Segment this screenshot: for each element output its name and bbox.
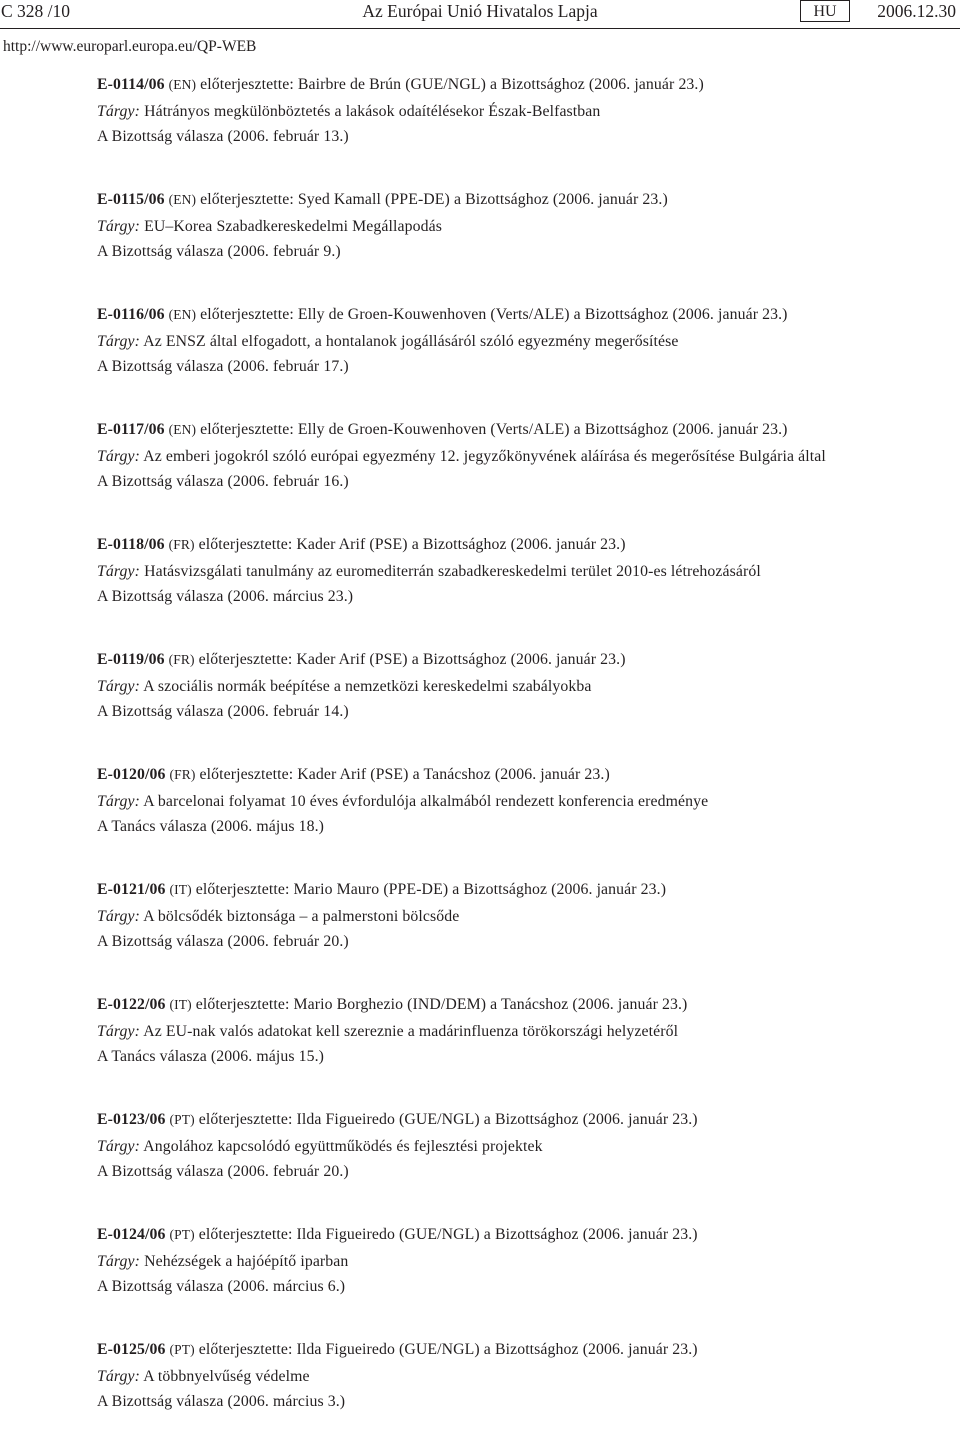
question-author: előterjesztette: Mario Borghezio (IND/DEM) a Tanácshoz (2006. január 23.) <box>195 996 688 1013</box>
answer-line: A Bizottság válasza (2006. február 20.) <box>97 933 349 950</box>
question-language: (PT) <box>169 1227 195 1242</box>
answer-line: A Bizottság válasza (2006. február 17.) <box>97 358 349 375</box>
question-language: (PT) <box>169 1342 195 1357</box>
question-subject: Az ENSZ által elfogadott, a hontalanok jogállásáról szóló egyezmény megerősítése <box>143 333 679 350</box>
question-code: E-0120/06 <box>97 766 166 783</box>
subject-label: Tárgy: <box>97 333 141 350</box>
question-entry <box>97 532 867 610</box>
answer-line: A Bizottság válasza (2006. február 14.) <box>97 703 349 720</box>
question-subject-line <box>97 673 867 699</box>
subject-label: Tárgy: <box>97 1253 141 1270</box>
answer-line: A Bizottság válasza (2006. február 20.) <box>97 1163 349 1180</box>
question-author: előterjesztette: Ilda Figueiredo (GUE/NGL) a Bizottsághoz (2006. január 23.) <box>198 1226 698 1243</box>
question-author: előterjesztette: Kader Arif (PSE) a Tanácshoz (2006. január 23.) <box>199 766 610 783</box>
question-code: E-0115/06 <box>97 191 165 208</box>
question-code: E-0125/06 <box>97 1341 166 1358</box>
question-subject: Angolához kapcsolódó együttműködés és fejlesztési projektek <box>143 1138 543 1155</box>
question-language: (EN) <box>168 192 197 207</box>
answer-line: A Bizottság válasza (2006. február 13.) <box>97 128 349 145</box>
question-entry <box>97 877 867 955</box>
question-author: előterjesztette: Bairbre de Brún (GUE/NGL) a Bizottsághoz (2006. január 23.) <box>200 76 704 93</box>
question-entry <box>97 1222 867 1300</box>
question-subject: Nehézségek a hajóépítő iparban <box>144 1253 349 1270</box>
question-code: E-0124/06 <box>97 1226 166 1243</box>
issue-date: 2006.12.30 <box>877 1 956 21</box>
source-url[interactable]: http://www.europarl.europa.eu/QP-WEB <box>3 38 257 55</box>
question-language: (EN) <box>168 422 197 437</box>
question-subject-line <box>97 1363 867 1389</box>
language-badge: HU <box>800 0 850 22</box>
answer-line: A Bizottság válasza (2006. március 23.) <box>97 588 354 605</box>
question-subject-line <box>97 558 867 584</box>
question-entry <box>97 992 867 1070</box>
question-entry <box>97 1107 867 1185</box>
question-author: előterjesztette: Ilda Figueiredo (GUE/NGL) a Bizottsághoz (2006. január 23.) <box>198 1111 698 1128</box>
question-header <box>97 1107 867 1133</box>
question-entry <box>97 647 867 725</box>
question-code: E-0116/06 <box>97 306 165 323</box>
subject-label: Tárgy: <box>97 448 141 465</box>
question-entry <box>97 762 867 840</box>
subject-label: Tárgy: <box>97 1138 141 1155</box>
question-author: előterjesztette: Mario Mauro (PPE-DE) a Bizottsághoz (2006. január 23.) <box>195 881 667 898</box>
question-header <box>97 1337 867 1363</box>
answer-line: A Tanács válasza (2006. május 15.) <box>97 1048 325 1065</box>
question-author: előterjesztette: Elly de Groen-Kouwenhoven (Verts/ALE) a Bizottsághoz (2006. január 23.) <box>200 306 788 323</box>
question-language: (IT) <box>169 997 192 1012</box>
question-code: E-0119/06 <box>97 651 165 668</box>
question-subject-line <box>97 98 867 124</box>
question-entry <box>97 417 867 495</box>
question-header <box>97 302 867 328</box>
question-language: (FR) <box>169 767 196 782</box>
question-author: előterjesztette: Ilda Figueiredo (GUE/NGL) a Bizottsághoz (2006. január 23.) <box>198 1341 698 1358</box>
question-entry <box>97 187 867 265</box>
question-header <box>97 417 867 443</box>
question-subject: Hatásvizsgálati tanulmány az euromediterrán szabadkereskedelmi terület 2010-es létrehozásáról <box>144 563 761 580</box>
subject-label: Tárgy: <box>97 1023 141 1040</box>
question-code: E-0114/06 <box>97 76 165 93</box>
question-header <box>97 1222 867 1248</box>
question-author: előterjesztette: Elly de Groen-Kouwenhoven (Verts/ALE) a Bizottsághoz (2006. január 23.) <box>200 421 788 438</box>
question-code: E-0117/06 <box>97 421 165 438</box>
question-subject-line <box>97 903 867 929</box>
question-header <box>97 877 867 903</box>
question-subject-line <box>97 788 867 814</box>
question-list <box>97 72 867 1452</box>
subject-label: Tárgy: <box>97 563 141 580</box>
question-subject-line <box>97 1018 867 1044</box>
page-header <box>0 0 960 30</box>
question-language: (IT) <box>169 882 192 897</box>
question-subject-line <box>97 1133 867 1159</box>
question-subject-line <box>97 328 867 354</box>
question-code: E-0118/06 <box>97 536 165 553</box>
question-subject-line <box>97 213 867 239</box>
subject-label: Tárgy: <box>97 678 141 695</box>
question-author: előterjesztette: Syed Kamall (PPE-DE) a Bizottsághoz (2006. január 23.) <box>200 191 668 208</box>
question-author: előterjesztette: Kader Arif (PSE) a Bizottsághoz (2006. január 23.) <box>198 536 626 553</box>
question-entry <box>97 72 867 150</box>
question-author: előterjesztette: Kader Arif (PSE) a Bizottsághoz (2006. január 23.) <box>198 651 626 668</box>
question-subject: A szociális normák beépítése a nemzetközi kereskedelmi szabályokba <box>143 678 592 695</box>
question-language: (EN) <box>168 77 197 92</box>
question-header <box>97 187 867 213</box>
subject-label: Tárgy: <box>97 218 141 235</box>
question-header <box>97 992 867 1018</box>
question-language: (FR) <box>168 537 195 552</box>
answer-line: A Bizottság válasza (2006. február 9.) <box>97 243 341 260</box>
question-entry <box>97 1337 867 1415</box>
subject-label: Tárgy: <box>97 103 141 120</box>
question-subject: Az emberi jogokról szóló európai egyezmény 12. jegyzőkönyvének aláírása és megerősítése Bulgária által <box>143 448 826 465</box>
question-subject: A bölcsődék biztonsága – a palmerstoni bölcsőde <box>143 908 460 925</box>
question-header <box>97 72 867 98</box>
question-subject: A többnyelvűség védelme <box>143 1368 310 1385</box>
header-rule <box>0 28 960 29</box>
question-header <box>97 532 867 558</box>
question-language: (FR) <box>168 652 195 667</box>
answer-line: A Bizottság válasza (2006. március 6.) <box>97 1278 346 1295</box>
subject-label: Tárgy: <box>97 908 141 925</box>
question-subject: EU–Korea Szabadkereskedelmi Megállapodás <box>144 218 442 235</box>
journal-title: Az Európai Unió Hivatalos Lapja <box>362 1 598 21</box>
question-header <box>97 647 867 673</box>
answer-line: A Bizottság válasza (2006. február 16.) <box>97 473 349 490</box>
answer-line: A Tanács válasza (2006. május 18.) <box>97 818 325 835</box>
question-language: (PT) <box>169 1112 195 1127</box>
subject-label: Tárgy: <box>97 1368 141 1385</box>
answer-line: A Bizottság válasza (2006. március 3.) <box>97 1393 346 1410</box>
question-subject: A barcelonai folyamat 10 éves évfordulója alkalmából rendezett konferencia eredménye <box>143 793 709 810</box>
subject-label: Tárgy: <box>97 793 141 810</box>
question-subject-line <box>97 443 867 469</box>
question-code: E-0123/06 <box>97 1111 166 1128</box>
question-subject: Hátrányos megkülönböztetés a lakások odaítélésekor Észak-Belfastban <box>144 103 601 120</box>
question-language: (EN) <box>168 307 197 322</box>
page-reference: C 328 /10 <box>1 1 71 21</box>
question-subject-line <box>97 1248 867 1274</box>
question-code: E-0121/06 <box>97 881 166 898</box>
question-code: E-0122/06 <box>97 996 166 1013</box>
question-header <box>97 762 867 788</box>
question-entry <box>97 302 867 380</box>
question-subject: Az EU-nak valós adatokat kell szereznie a madárinfluenza törökországi helyzetéről <box>143 1023 679 1040</box>
